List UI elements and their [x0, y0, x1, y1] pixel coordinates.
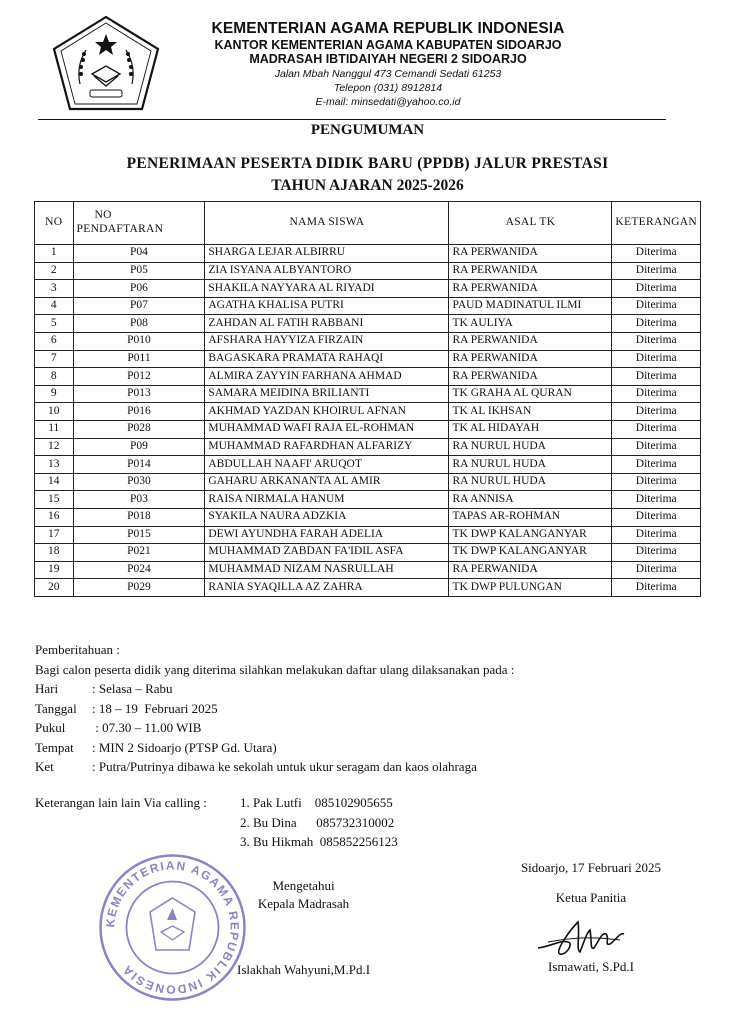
cell-no: 4 — [35, 297, 74, 315]
cell-registration: P030 — [73, 473, 205, 491]
notice-item-label: Tanggal — [35, 700, 77, 716]
cell-registration: P09 — [73, 438, 205, 456]
cell-student-name: ZIA ISYANA ALBYANTORO — [205, 262, 449, 280]
cell-student-name: SHAKILA NAYYARA AL RIYADI — [205, 280, 449, 298]
cell-status: Diterima — [612, 385, 701, 403]
cell-origin-kindergarten: RA PERWANIDA — [449, 280, 612, 298]
cell-status: Diterima — [612, 544, 701, 562]
cell-origin-kindergarten: RA PERWANIDA — [449, 368, 612, 386]
header-no: NO — [35, 202, 74, 245]
cell-student-name: ABDULLAH NAAFI' ARUQOT — [205, 456, 449, 474]
table-row — [35, 385, 701, 403]
cell-student-name: ALMIRA ZAYYIN FARHANA AHMAD — [205, 368, 449, 386]
cell-no: 1 — [35, 245, 74, 263]
cell-student-name: RANIA SYAQILLA AZ ZAHRA — [205, 579, 449, 597]
contact-item: 3. Bu Hikmah 085852256123 — [240, 834, 398, 849]
cell-no: 2 — [35, 262, 74, 280]
cell-student-name: SHARGA LEJAR ALBIRRU — [205, 245, 449, 263]
table-body — [35, 245, 701, 597]
cell-status: Diterima — [612, 350, 701, 368]
academic-year: TAHUN AJARAN 2025-2026 — [271, 177, 464, 194]
cell-origin-kindergarten: RA PERWANIDA — [449, 350, 612, 368]
notice-item — [35, 757, 514, 777]
cell-no: 10 — [35, 403, 74, 421]
header-registration-line1: NO — [94, 209, 112, 222]
notice-item-value: : 07.30 – 11.00 WIB — [92, 720, 202, 735]
headmaster-role: Kepala Madrasah — [257, 896, 350, 911]
cell-student-name: AFSHARA HAYYIZA FIRZAIN — [205, 332, 449, 350]
cell-student-name: AKHMAD YAZDAN KHOIRUL AFNAN — [205, 403, 449, 421]
cell-origin-kindergarten: RA NURUL HUDA — [449, 438, 612, 456]
notice-item — [35, 679, 514, 699]
table-row — [35, 579, 701, 597]
contact-heading: Keterangan lain lain Via calling : — [35, 795, 207, 810]
official-stamp-icon — [95, 850, 250, 1005]
svg-text:KEMENTERIAN AGAMA REPUBLIK IND: KEMENTERIAN AGAMA REPUBLIK INDONESIA — [103, 858, 242, 997]
table-row — [35, 368, 701, 386]
cell-registration: P012 — [73, 368, 205, 386]
cell-status: Diterima — [612, 526, 701, 544]
cell-status: Diterima — [612, 491, 701, 509]
cell-origin-kindergarten: TAPAS AR-ROHMAN — [449, 508, 612, 526]
cell-student-name: MUHAMMAD ZABDAN FA'IDIL ASFA — [205, 544, 449, 562]
cell-registration: P04 — [73, 245, 205, 263]
cell-origin-kindergarten: TK AL IKHSAN — [449, 403, 612, 421]
cell-origin-kindergarten: RA ANNISA — [449, 491, 612, 509]
cell-no: 15 — [35, 491, 74, 509]
cell-registration: P013 — [73, 385, 205, 403]
cell-origin-kindergarten: TK AULIYA — [449, 315, 612, 333]
cell-no: 19 — [35, 561, 74, 579]
handwritten-signature-icon — [530, 912, 630, 962]
table-row — [35, 438, 701, 456]
contact-item: 1. Pak Lutfi 085102905655 — [240, 795, 393, 810]
cell-student-name: MUHAMMAD NIZAM NASRULLAH — [205, 561, 449, 579]
cell-student-name: MUHAMMAD RAFARDHAN ALFARIZY — [205, 438, 449, 456]
notice-item — [35, 738, 514, 758]
cell-registration: P03 — [73, 491, 205, 509]
cell-origin-kindergarten: RA PERWANIDA — [449, 262, 612, 280]
cell-student-name: SAMARA MEIDINA BRILIANTI — [205, 385, 449, 403]
table-row — [35, 491, 701, 509]
cell-status: Diterima — [612, 297, 701, 315]
table-row — [35, 526, 701, 544]
cell-origin-kindergarten: RA NURUL HUDA — [449, 473, 612, 491]
table-row — [35, 403, 701, 421]
notice-item-value: : Putra/Putrinya dibawa ke sekolah untuk ukur seragam dan kaos olahraga — [92, 759, 477, 774]
header-registration-line2: PENDAFTARAN — [76, 223, 164, 235]
cell-no: 16 — [35, 508, 74, 526]
table-row — [35, 262, 701, 280]
letterhead-address: Jalan Mbah Nanggul 473 Cemandi Sedati 61253 — [274, 67, 502, 80]
headmaster-acknowledged: Mengetahui — [272, 878, 335, 893]
table-row — [35, 420, 701, 438]
cell-registration: P010 — [73, 332, 205, 350]
cell-no: 6 — [35, 332, 74, 350]
cell-no: 8 — [35, 368, 74, 386]
notice-item — [35, 699, 514, 719]
cell-status: Diterima — [612, 403, 701, 421]
cell-registration: P014 — [73, 456, 205, 474]
cell-registration: P05 — [73, 262, 205, 280]
cell-status: Diterima — [612, 579, 701, 597]
notice-item-label: Pukul — [35, 720, 66, 735]
cell-status: Diterima — [612, 368, 701, 386]
letterhead-email: E-mail: minsedati@yahoo.co.id — [315, 95, 461, 108]
notice-intro: Bagi calon peserta didik yang diterima silahkan melakukan daftar ulang dilaksanakan pada : — [35, 661, 515, 677]
cell-student-name: AGATHA KHALISA PUTRI — [205, 297, 449, 315]
accepted-students-table — [34, 201, 701, 597]
header-student-name: NAMA SISWA — [205, 202, 449, 245]
cell-origin-kindergarten: TK DWP KALANGANYAR — [449, 544, 612, 562]
letterhead-office: KANTOR KEMENTERIAN AGAMA KABUPATEN SIDOARJO — [214, 37, 562, 52]
cell-registration: P024 — [73, 561, 205, 579]
cell-student-name: ZAHDAN AL FATIH RABBANI — [205, 315, 449, 333]
contact-item: 2. Bu Dina 085732310002 — [240, 814, 395, 830]
cell-no: 3 — [35, 280, 74, 298]
ministry-logo-icon — [50, 14, 162, 112]
notice-item-label: Tempat — [35, 739, 74, 755]
cell-registration: P029 — [73, 579, 205, 597]
header-registration — [73, 202, 205, 245]
cell-student-name: BAGASKARA PRAMATA RAHAQI — [205, 350, 449, 368]
cell-status: Diterima — [612, 280, 701, 298]
headmaster-signature-block — [237, 877, 370, 979]
table-row — [35, 456, 701, 474]
letterhead — [178, 20, 598, 109]
contact-section — [35, 793, 398, 852]
cell-no: 13 — [35, 456, 74, 474]
cell-origin-kindergarten: TK DWP KALANGANYAR — [449, 526, 612, 544]
table-row — [35, 245, 701, 263]
notice-item-value: : MIN 2 Sidoarjo (PTSP Gd. Utara) — [92, 739, 277, 755]
cell-no: 9 — [35, 385, 74, 403]
cell-no: 20 — [35, 579, 74, 597]
table-row — [35, 473, 701, 491]
cell-no: 18 — [35, 544, 74, 562]
place-date: Sidoarjo, 17 Februari 2025 — [520, 860, 662, 875]
cell-registration: P016 — [73, 403, 205, 421]
cell-no: 5 — [35, 315, 74, 333]
notice-item-label: Hari — [35, 681, 59, 696]
cell-student-name: MUHAMMAD WAFI RAJA EL-ROHMAN — [205, 420, 449, 438]
cell-status: Diterima — [612, 508, 701, 526]
cell-origin-kindergarten: RA NURUL HUDA — [449, 456, 612, 474]
table-row — [35, 561, 701, 579]
notice-item-value: : Selasa – Rabu — [92, 681, 173, 696]
cell-status: Diterima — [612, 332, 701, 350]
cell-status: Diterima — [612, 262, 701, 280]
notice-section — [35, 640, 514, 777]
cell-status: Diterima — [612, 561, 701, 579]
table-row — [35, 508, 701, 526]
cell-student-name: RAISA NIRMALA HANUM — [205, 491, 449, 509]
header-status: KETERANGAN — [612, 202, 701, 245]
cell-registration: P07 — [73, 297, 205, 315]
cell-status: Diterima — [612, 245, 701, 263]
cell-status: Diterima — [612, 315, 701, 333]
notice-item-value: : 18 – 19 Februari 2025 — [92, 700, 218, 716]
letterhead-divider — [38, 119, 666, 120]
cell-no: 7 — [35, 350, 74, 368]
cell-no: 14 — [35, 473, 74, 491]
cell-status: Diterima — [612, 438, 701, 456]
committee-chair-name: Ismawati, S.Pd.I — [548, 959, 634, 974]
notice-item — [35, 718, 514, 738]
cell-status: Diterima — [612, 456, 701, 474]
cell-no: 11 — [35, 420, 74, 438]
table-row — [35, 350, 701, 368]
letterhead-phone: Telepon (031) 8912814 — [333, 81, 443, 94]
table-row — [35, 544, 701, 562]
cell-registration: P06 — [73, 280, 205, 298]
cell-registration: P08 — [73, 315, 205, 333]
table-row — [35, 315, 701, 333]
cell-registration: P011 — [73, 350, 205, 368]
cell-origin-kindergarten: TK DWP PULUNGAN — [449, 579, 612, 597]
notice-item-label: Ket — [35, 759, 54, 774]
table-header-row — [35, 202, 701, 245]
cell-student-name: GAHARU ARKANANTA AL AMIR — [205, 473, 449, 491]
cell-origin-kindergarten: TK AL HIDAYAH — [449, 420, 612, 438]
cell-registration: P015 — [73, 526, 205, 544]
header-origin-kindergarten: ASAL TK — [449, 202, 612, 245]
cell-no: 17 — [35, 526, 74, 544]
cell-origin-kindergarten: RA PERWANIDA — [449, 332, 612, 350]
cell-origin-kindergarten: RA PERWANIDA — [449, 561, 612, 579]
page-title: PENGUMUMAN — [310, 122, 425, 138]
cell-origin-kindergarten: TK GRAHA AL QURAN — [449, 385, 612, 403]
cell-no: 12 — [35, 438, 74, 456]
cell-status: Diterima — [612, 473, 701, 491]
page-subtitle: PENERIMAAN PESERTA DIDIK BARU (PPDB) JALUR PRESTASI — [126, 155, 609, 172]
cell-registration: P028 — [73, 420, 205, 438]
table-row — [35, 332, 701, 350]
cell-student-name: SYAKILA NAURA ADZKIA — [205, 508, 449, 526]
headmaster-name: Islakhah Wahyuni,M.Pd.I — [237, 962, 371, 977]
cell-origin-kindergarten: RA PERWANIDA — [449, 245, 612, 263]
cell-status: Diterima — [612, 420, 701, 438]
letterhead-ministry: KEMENTERIAN AGAMA REPUBLIK INDONESIA — [211, 20, 565, 37]
cell-origin-kindergarten: PAUD MADINATUL ILMI — [449, 297, 612, 315]
notice-heading: Pemberitahuan : — [35, 642, 120, 657]
committee-role: Ketua Panitia — [555, 890, 627, 905]
cell-student-name: DEWI AYUNDHA FARAH ADELIA — [205, 526, 449, 544]
cell-registration: P018 — [73, 508, 205, 526]
table-row — [35, 280, 701, 298]
letterhead-school: MADRASAH IBTIDAIYAH NEGERI 2 SIDOARJO — [249, 52, 527, 67]
cell-registration: P021 — [73, 544, 205, 562]
notice-items — [35, 679, 514, 777]
table-row — [35, 297, 701, 315]
